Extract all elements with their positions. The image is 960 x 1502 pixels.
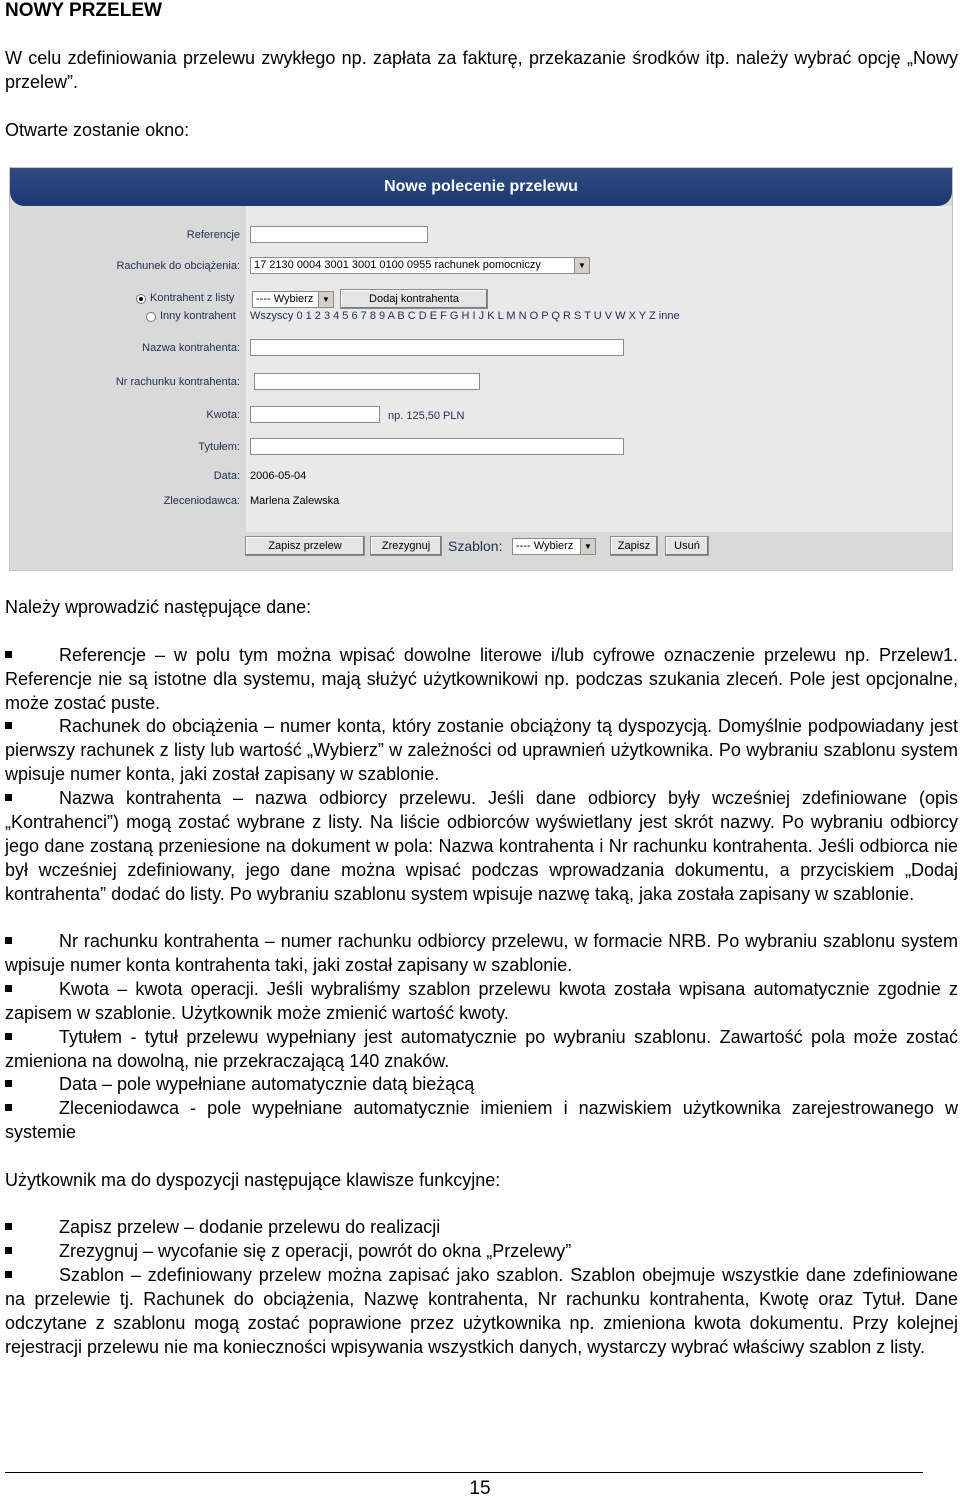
bullet-square-icon: [5, 722, 12, 729]
save-template-button[interactable]: Zapisz: [610, 536, 658, 556]
label-kontrahent-z-listy: Kontrahent z listy: [150, 292, 235, 304]
bullet-text: Referencje – w polu tym można wpisać dowolne literowe i/lub cyfrowe oznaczenie przelewu np. Przelew1. Referencje nie są istotne dla systemu, mają służyć użytkownikowi np. podczas szukania zleceń. Pole jest opcjonalne, może zostać puste.: [5, 645, 958, 713]
fkey-szablon: [5, 1263, 958, 1359]
label-zleceniodawca: Zleceniodawca:: [163, 495, 240, 507]
intro-paragraph: W celu zdefiniowania przelewu zwykłego np. zapłata za fakturę, przekazanie środków itp. należy wybrać opcję „Nowy przelew”.: [5, 48, 958, 92]
bullet-text: Nazwa kontrahenta – nazwa odbiorcy przelewu. Jeśli dane odbiorcy były wcześniej zdefiniowane (opis „Kontrahenci”) mogą zostać wybrane z listy. Na liście odbiorców wyświetlany jest skrót nazwy. Po wybraniu odbiorcy jego dane zostaną przeniesione na dokument w pola: Nazwa kontrahenta i Nr rachunku kontrahenta. Jeśli odbiorca nie był wcześniej zdefiniowany, jego dane można wpisać podczas wprowadzania dokumentu, a przyciskiem „Dodaj kontrahenta” dodać do listy. Po wybraniu szablonu system wpisuje nazwę taką, jaka została zapisany w szablonie.: [5, 788, 958, 904]
radio-inny-kontrahent[interactable]: [146, 312, 156, 322]
kwota-input[interactable]: [250, 406, 380, 423]
page-number: 15: [469, 1478, 491, 1499]
referencje-input[interactable]: [250, 226, 428, 243]
fkey-zrezygnuj: [5, 1239, 958, 1263]
bullet-nazwa: [5, 786, 958, 906]
enter-data-text: Należy wprowadzić następujące dane:: [5, 597, 312, 617]
bullet-square-icon: [5, 1271, 12, 1278]
bullet-text: Zapisz przelew – dodanie przelewu do realizacji: [59, 1217, 441, 1237]
bullet-square-icon: [5, 1104, 12, 1111]
chevron-down-icon[interactable]: ▼: [318, 292, 333, 307]
bullet-data: [5, 1072, 958, 1096]
form-title: Nowe polecenie przelewu: [10, 168, 952, 206]
bullet-text: Data – pole wypełniane automatycznie datą bieżącą: [59, 1074, 475, 1094]
bullet-square-icon: [5, 1247, 12, 1254]
template-select-value: ---- Wybierz: [516, 540, 574, 552]
transfer-form-screenshot: [9, 167, 953, 571]
template-label: Szablon:: [448, 538, 503, 554]
save-transfer-button[interactable]: Zapisz przelew: [245, 536, 365, 556]
bullet-text: Nr rachunku kontrahenta – numer rachunku odbiorcy przelewu, w formacie NRB. Po wybraniu szablonu system wpisuje numer konta kontrahenta taki, jaki został zapisany w szablonie.: [5, 931, 958, 975]
kontrahent-select[interactable]: [252, 291, 334, 308]
bullet-text: Zleceniodawca - pole wypełniane automatycznie imieniem i nazwiskiem użytkownika zarejestrowanego w systemie: [5, 1098, 958, 1142]
form-label-column: [10, 206, 246, 532]
label-kwota: Kwota:: [206, 409, 240, 421]
bullet-text: Rachunek do obciążenia – numer konta, który zostanie obciążony tą dyspozycją. Domyślnie podpowiadany jest pierwszy rachunek z listy lub wartość „Wybierz” w zależności od uprawnień użytkownika. Po wybraniu szablonu system wpisuje numer konta, jaki został zapisany w szablonie.: [5, 716, 958, 784]
bullet-square-icon: [5, 794, 12, 801]
fkey-zapisz: [5, 1215, 958, 1239]
label-nr-rachunku: Nr rachunku kontrahenta:: [115, 376, 240, 388]
bullet-referencje: [5, 643, 958, 715]
delete-template-button[interactable]: Usuń: [665, 536, 709, 556]
add-contractor-button[interactable]: Dodaj kontrahenta: [340, 289, 488, 309]
bullet-text: Zrezygnuj – wycofanie się z operacji, powrót do okna „Przelewy”: [59, 1241, 572, 1261]
alphabet-filter[interactable]: Wszyscy 0 1 2 3 4 5 6 7 8 9 A B C D E F G H I J K L M N O P Q R S T U V W X Y Z inne: [250, 310, 680, 322]
rachunek-select-value: 17 2130 0004 3001 3001 0100 0955 rachunek pomocniczy: [254, 259, 541, 271]
bullet-square-icon: [5, 1223, 12, 1230]
page-heading: NOWY PRZELEW: [5, 0, 162, 21]
rachunek-select[interactable]: [250, 257, 590, 274]
label-inny-kontrahent: Inny kontrahent: [160, 310, 236, 322]
radio-kontrahent-z-listy[interactable]: [136, 294, 146, 304]
cancel-button[interactable]: Zrezygnuj: [370, 536, 442, 556]
window-opened-text: Otwarte zostanie okno:: [5, 120, 190, 140]
label-nazwa: Nazwa kontrahenta:: [142, 342, 240, 354]
bullet-tytul: [5, 1025, 958, 1073]
bullet-square-icon: [5, 651, 12, 658]
bullet-square-icon: [5, 1080, 12, 1087]
bullet-square-icon: [5, 1033, 12, 1040]
bullet-square-icon: [5, 937, 12, 944]
bullet-rachunek: [5, 714, 958, 786]
bullet-square-icon: [5, 985, 12, 992]
zleceniodawca-value: Marlena Zalewska: [250, 495, 340, 507]
bullet-text: Kwota – kwota operacji. Jeśli wybraliśmy szablon przelewu kwota została wpisana automatycznie zgodnie z zapisem w szablonie. Użytkownik może zmienić wartość kwoty.: [5, 979, 958, 1023]
nazwa-input[interactable]: [250, 339, 624, 356]
function-keys-intro: Użytkownik ma do dyspozycji następujące klawisze funkcyjne:: [5, 1170, 501, 1190]
template-select[interactable]: [512, 538, 596, 555]
label-tytul: Tytułem:: [198, 441, 240, 453]
nr-rachunku-input[interactable]: [254, 373, 480, 390]
label-data: Data:: [213, 470, 240, 482]
label-referencje: Referencje: [186, 229, 240, 241]
chevron-down-icon[interactable]: ▼: [574, 258, 589, 273]
tytul-input[interactable]: [250, 438, 624, 455]
bullet-zleceniodawca: [5, 1096, 958, 1144]
kontrahent-select-value: ---- Wybierz: [256, 293, 314, 305]
bullet-kwota: [5, 977, 958, 1025]
footer-rule: [5, 1472, 923, 1473]
bullet-text: Tytułem - tytuł przelewu wypełniany jest automatycznie po wybraniu szablonu. Zawartość pola może zostać zmieniona na dowolną, nie przekraczającą 140 znaków.: [5, 1027, 958, 1071]
chevron-down-icon[interactable]: ▼: [580, 539, 595, 554]
label-rachunek: Rachunek do obciążenia:: [116, 260, 240, 272]
kwota-hint: np. 125,50 PLN: [388, 410, 465, 422]
bullet-text: Szablon – zdefiniowany przelew można zapisać jako szablon. Szablon obejmuje wszystkie dane zdefiniowane na przelewie tj. Rachunek do obciążenia, Nazwę kontrahenta, Nr rachunku kontrahenta, Kwotę oraz Tytuł. Dane odczytane z szablonu mogą zostać poprawione przez użytkownika np. zmieniona kwota dokumentu. Przy kolejnej rejestracji przelewu nie ma konieczności wpisywania wszystkich danych, wystarczy wybrać właściwy szablon z listy.: [5, 1265, 958, 1357]
bullet-nr-rachunku: [5, 929, 958, 977]
form-field-column: [246, 206, 952, 532]
data-value: 2006-05-04: [250, 470, 307, 482]
